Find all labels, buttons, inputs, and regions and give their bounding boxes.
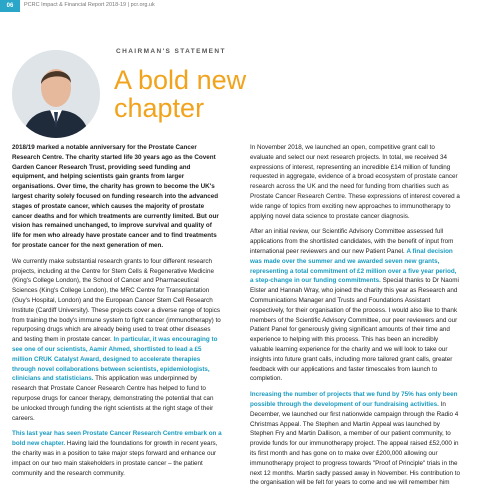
paragraph-text: We currently make substantial research grants to four different research projects, including at the Centre for Stem Cells & Regenerative Medicine (King's College London), the School of Cancer and Pharmaceutical Sciences (King's College London), the MRC Centre for Transplantation (Guy's Hospital, London) and the European Cancer Stem Cell Research Institute (Cardiff University). These projects cover a diverse range of topics from training the body's immune system to fight cancer (immunotherapy) to repurposing drugs which are already being used to treat other diseases and testing them in prostate cancer. (12, 257, 221, 344)
headline-line-2: chapter (114, 93, 205, 123)
paragraph-text: After an initial review, our Scientific Advisory Committee assessed full applications from the shortlisted candidates, with the benefit of input from international peer reviewers and our new Patient Panel. (250, 228, 454, 255)
person-portrait-icon (12, 50, 100, 138)
paragraph-fundraising (250, 390, 460, 488)
intro-paragraph: 2018/19 marked a notable anniversary for the Prostate Cancer Research Centre. The charity started life 30 years ago as the Covent Garden Cancer Research Trust, providing seed funding and equipment, and helping scientists gain grants from larger organisations. Over time, the charity has grown to become the UK's largest charity solely focused on funding research into the advanced stages of prostate cancer, which causes the majority of prostate cancer deaths and for which treatments are currently limited. But our vision has remained unchanged, to improve survival and quality of life for men who already have prostate cancer and to find treatments for prostate cancer for the next generation of men. (12, 144, 219, 249)
left-column (12, 143, 222, 484)
paragraph-new-chapter (12, 429, 222, 478)
headline-line-1: A bold new (114, 65, 247, 95)
highlight-text: A final decision was made over the summer and we awarded seven new grants, representing a total commitment of £2 million over a five year period, a step-change in our funding commitments. (250, 247, 457, 285)
headline (114, 66, 314, 122)
paragraph-text: This application was underpinned by research that Prostate Cancer Research Centre has helped to fund to repurpose drugs for cancer therapy, demonstrating the potential that can be unlocked through funding the right scientists at the right stage of their careers. (12, 375, 214, 422)
highlight-text: Increasing the number of projects that we fund by 75% has only been possible through the development of our fundraising activities. (250, 391, 458, 408)
paragraph-text: In December, we launched our first nationwide campaign through the Radio 4 Christmas Appeal. The Stephen and Martin Appeal was launched by Stephen Fry and Martin Dallison, a member of our patient community, to provide funds for our immunotherapy project. The appeal raised £52,000 in its first month and has gone on to make over £200,000 allowing our immunotherapy project to progress towards "Proof of Principle" trials in the next 12 months. Martin sadly passed away in November. His contribution to the organisation will be felt for years to come and we will remember him (250, 400, 460, 487)
section-kicker: CHAIRMAN'S STATEMENT (116, 48, 226, 55)
paragraph-text: Special thanks to Dr Naomi Elster and Hannah Wray, who joined the charity this year as Research and Communications Manager and Trusts and Foundations Assistant respectively, for their organisation of the process. I would also like to thank members of the Scientific Advisory Committee, our peer reviewers and our Patient Panel for generously giving significant amounts of their time and experience to helping with this process. This has been an incredibly valuable learning experience for the charity and we will look to take our insights into future grant calls, including more tailored grant calls, greater feedback with our applications and faster timescales from launch to completion. (250, 277, 459, 383)
chairman-portrait (12, 50, 100, 138)
report-header: PCRC Impact & Financial Report 2018-19 | pcr.org.uk (24, 2, 155, 8)
paragraph-research-grants (12, 257, 222, 424)
paragraph-review (250, 227, 460, 384)
page-number: 06 (0, 0, 20, 12)
highlight-text: In particular, it was encouraging to see one of our scientists, Aamir Ahmed, shortlisted to lead a £5 million CRUK Catalyst Award, designed to accelerate therapies through novel collaborations between scientists, epidemiologists, clinicians and statisticians. (12, 336, 218, 383)
paragraph-grant-call: In November 2018, we launched an open, competitive grant call to evaluate and select our next research projects. In total, we received 34 expressions of interest, representing an incredible £14 million of funding requested in aggregate, evidence of a broad ecosystem of prostate cancer research across the UK and the need for funding from charities such as Prostate Cancer Research Centre. These expressions of interest covered a wide range of topics from exciting new approaches to immunotherapy to applying novel data science to prostate cancer diagnosis. (250, 144, 460, 220)
right-column (250, 143, 460, 494)
highlight-text: This last year has seen Prostate Cancer Research Centre embark on a bold new chapter. (12, 430, 222, 448)
paragraph-text: Having laid the foundations for growth in recent years, the charity was in a position to take major steps forward and enhance our impact on our two main stakeholders in prostate cancer – the patient community and the research community. (12, 440, 218, 477)
